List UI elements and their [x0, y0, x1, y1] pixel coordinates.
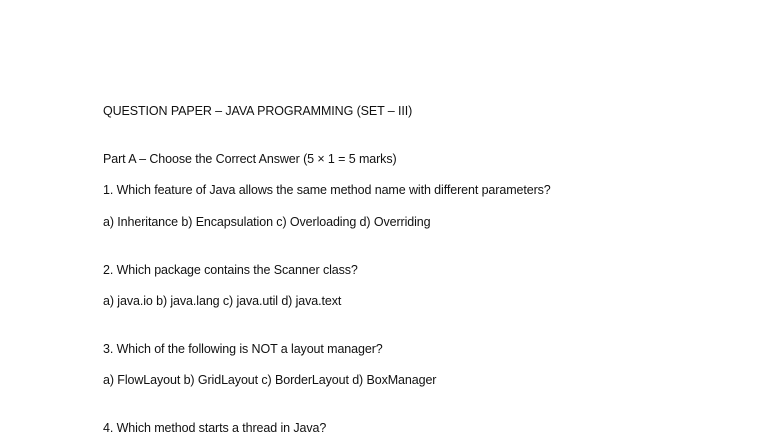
question-2-text: 2. Which package contains the Scanner class?	[103, 263, 358, 277]
paper-title: QUESTION PAPER – JAVA PROGRAMMING (SET – III)	[103, 104, 413, 118]
part-a-heading: Part A – Choose the Correct Answer (5 × 1 = 5 marks)	[103, 152, 397, 166]
question-3-text: 3. Which of the following is NOT a layout manager?	[103, 342, 383, 356]
question-4-text: 4. Which method starts a thread in Java?	[103, 421, 327, 435]
question-2-options: a) java.io b) java.lang c) java.util d) java.text	[103, 294, 342, 308]
question-3-options: a) FlowLayout b) GridLayout c) BorderLayout d) BoxManager	[103, 373, 437, 387]
question-1-text: 1. Which feature of Java allows the same method name with different parameters?	[103, 183, 551, 197]
question-1-options: a) Inheritance b) Encapsulation c) Overloading d) Overriding	[103, 215, 431, 229]
